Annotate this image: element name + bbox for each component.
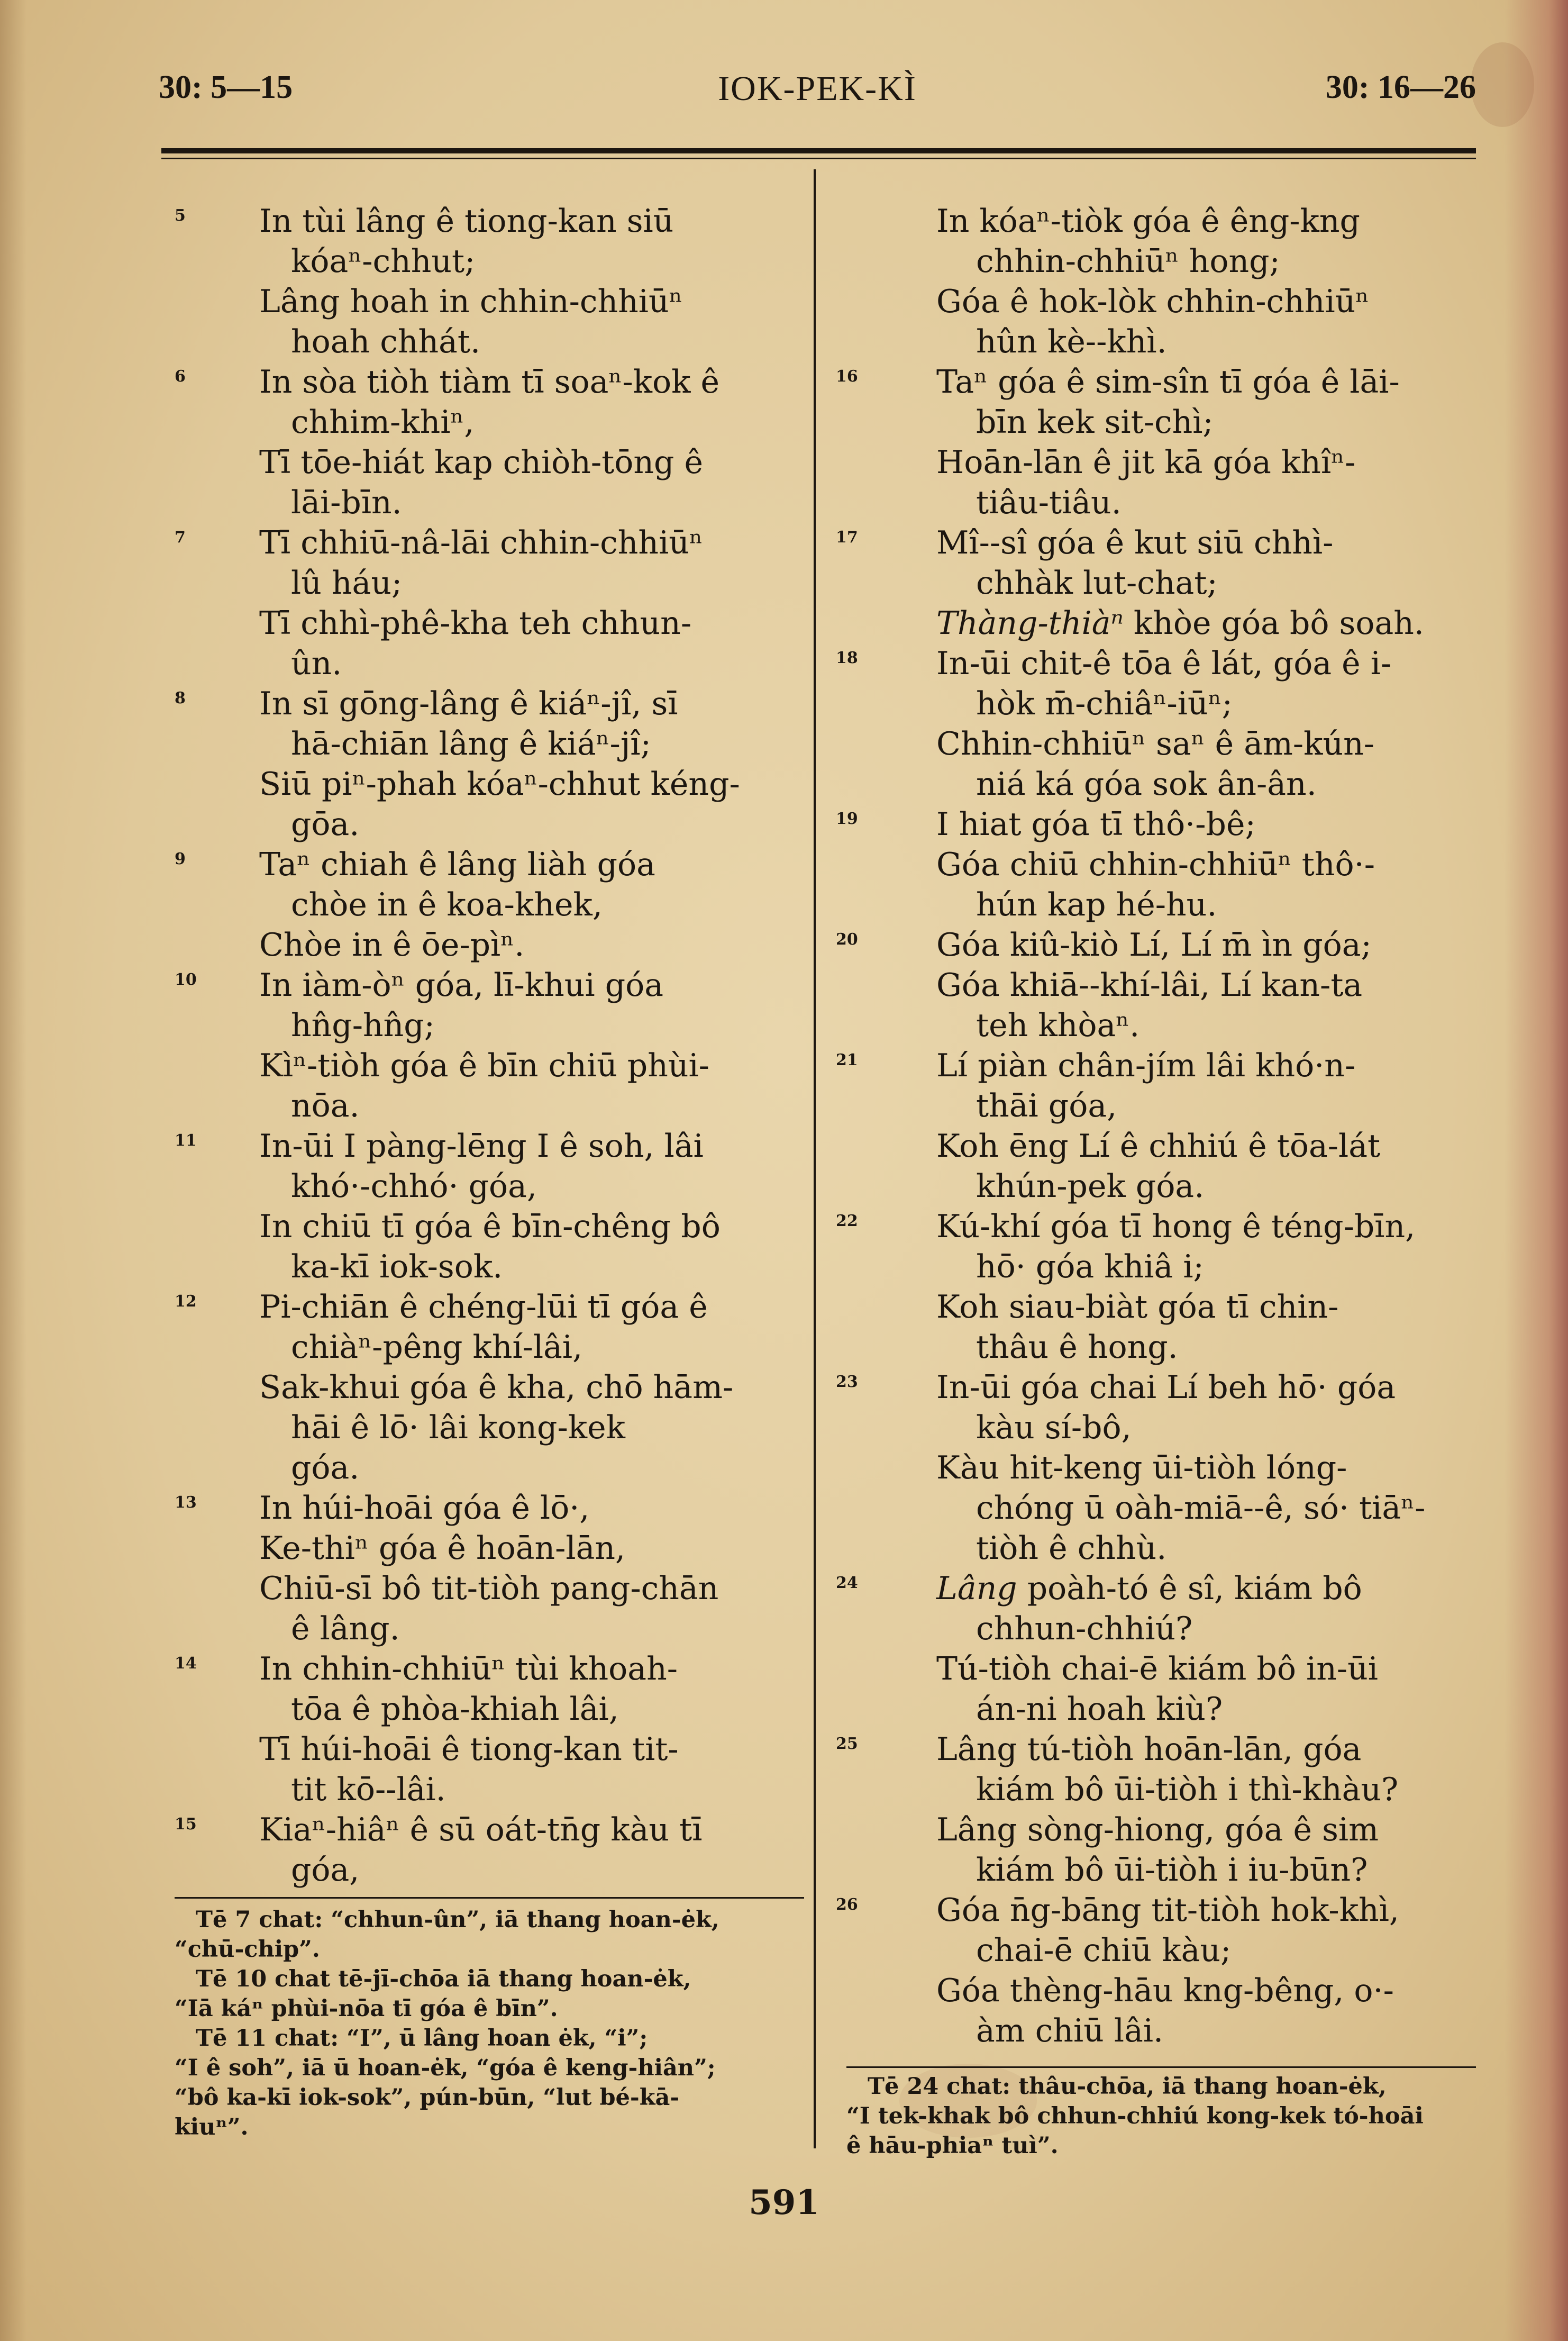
header-rule-thin — [161, 158, 1476, 159]
verse-line: Góa khiā--khí-lâi, Lí kan-ta — [936, 967, 1363, 1004]
verse-line: In chiū tī góa ê bīn-chêng bô — [259, 1208, 721, 1245]
verse-line: Mî--sî góa ê kut siū chhì- — [936, 524, 1334, 561]
verse-line: Koh ēng Lí ê chhiú ê tōa-lát — [936, 1128, 1381, 1165]
verse-line: Kìⁿ-tiòh góa ê bīn chiū phùi- — [259, 1047, 709, 1084]
verse — [836, 804, 1481, 925]
verse-line: án-ni hoah kiù? — [976, 1691, 1223, 1728]
verse-line: góa. — [291, 1449, 360, 1486]
verse-line: hāi ê lō· lâi kong-kek — [291, 1409, 625, 1446]
verse-number: 19 — [836, 810, 858, 828]
verse-line: Lâng poàh-tó ê sî, kiám bô — [936, 1570, 1362, 1607]
page-edge-right — [1505, 0, 1568, 2341]
footnote-line: Tē 24 chat: thâu-chōa, iā thang hoan-ėk, — [868, 2073, 1387, 2100]
verse — [836, 1206, 1481, 1367]
verse-line: Pi-chiān ê chéng-lūi tī góa ê — [259, 1289, 708, 1326]
verse — [175, 1287, 804, 1488]
verse-number: 6 — [175, 367, 186, 386]
verse-line: hûn kè--khì. — [976, 323, 1167, 360]
verse-line: hō· góa khiâ i; — [976, 1248, 1204, 1285]
verse-line: Lí piàn chân-jím lâi khó·n- — [936, 1047, 1356, 1084]
verse-line: Koh siau-biàt góa tī chin- — [936, 1289, 1339, 1326]
verse-line: chhun-chhiú? — [976, 1610, 1193, 1647]
verse-line: nōa. — [291, 1087, 360, 1124]
verse-line: ê lâng. — [291, 1610, 400, 1647]
footnote-line: Tē 11 chat: “I”, ū lâng hoan ėk, “i”; — [196, 2025, 648, 2052]
column-divider — [814, 169, 816, 2148]
left-column — [175, 201, 804, 1890]
verse-line: hn̂g-hn̂g; — [291, 1007, 435, 1044]
verse-number: 8 — [175, 689, 186, 707]
verse-line: Sak-khui góa ê kha, chō hām- — [259, 1369, 734, 1406]
footnote-line: kiuⁿ”. — [175, 2114, 249, 2140]
paper-stain — [1471, 42, 1534, 127]
verse — [175, 201, 804, 362]
verse — [175, 684, 804, 845]
verse-line: Góa chiū chhin-chhiūⁿ thô·- — [936, 846, 1375, 883]
verse-line: khún-pek góa. — [976, 1168, 1205, 1205]
footnote-line: Tē 10 chat tē-jī-chōa iā thang hoan-ėk, — [196, 1966, 691, 1992]
verse-line: Kú-khí góa tī hong ê téng-bīn, — [936, 1208, 1416, 1245]
verse-number: 7 — [175, 528, 186, 547]
page-number: 591 — [749, 2183, 819, 2222]
verse-line: Tī chhì-phê-kha teh chhun- — [259, 605, 692, 642]
verse — [836, 1568, 1481, 1729]
verse-line: Chòe in ê ōe-pìⁿ. — [259, 927, 525, 964]
verse-line: Lâng hoah in chhin-chhiūⁿ — [259, 283, 683, 320]
verse — [175, 965, 804, 1126]
verse-line: Góa n̄g-bāng tit-tiòh hok-khì, — [936, 1892, 1399, 1929]
verse-line: Thàng-thiàⁿ khòe góa bô soah. — [936, 605, 1424, 642]
right-column — [836, 201, 1481, 2051]
verse-line: tit kō--lâi. — [291, 1771, 446, 1808]
header-left-range: 30: 5—15 — [159, 69, 293, 105]
verse-line: In sòa tiòh tiàm tī soaⁿ-kok ê — [259, 364, 720, 401]
verse-number: 5 — [175, 206, 186, 225]
verse-line: chhim-khiⁿ, — [291, 404, 475, 441]
verse — [175, 523, 804, 684]
right-notes-rule — [846, 2066, 1476, 2068]
verse-line: Kiaⁿ-hiâⁿ ê sū oát-tn̄g kàu tī — [259, 1811, 703, 1848]
verse-line: lû háu; — [291, 565, 403, 602]
verse-line: kiám bô ūi-tiòh i iu-būn? — [976, 1852, 1368, 1889]
verse — [175, 1810, 804, 1890]
verse-line: Góa ê hok-lòk chhin-chhiūⁿ — [936, 283, 1370, 320]
verse-line: kóaⁿ-chhut; — [291, 243, 476, 280]
verse-number: 24 — [836, 1574, 858, 1592]
verse-line: hoah chhát. — [291, 323, 481, 360]
verse-number: 20 — [836, 930, 858, 949]
verse-line: Siū piⁿ-phah kóaⁿ-chhut kéng- — [259, 766, 740, 803]
verse-line: Lâng sòng-hiong, góa ê sim — [936, 1811, 1379, 1848]
verse-line: In kóaⁿ-tiòk góa ê êng-kng — [936, 203, 1360, 240]
verse-line: gōa. — [291, 806, 360, 843]
verse-line: Chiū-sī bô tit-tiòh pang-chān — [259, 1570, 719, 1607]
verse-line: In sī gōng-lâng ê kiáⁿ-jî, sī — [259, 685, 678, 722]
verse-line: thāi góa, — [976, 1087, 1117, 1124]
verse-line: khó·-chhó· góa, — [291, 1168, 537, 1205]
verse-line: hún kap hé-hu. — [976, 886, 1217, 923]
verse-number: 10 — [175, 970, 197, 989]
verse-line: Hoān-lān ê jit kā góa khîⁿ- — [936, 444, 1356, 481]
footnote-line: “I tek-khak bô chhun-chhiú kong-kek tó-hoāi — [846, 2103, 1424, 2129]
verse-line: Taⁿ góa ê sim-sîn tī góa ê lāi- — [936, 364, 1400, 401]
verse-line: ka-kī iok-sok. — [291, 1248, 503, 1285]
right-footnotes — [846, 2072, 1424, 2161]
verse-number: 26 — [836, 1895, 858, 1914]
verse — [175, 1649, 804, 1810]
header-right-range: 30: 16—26 — [1325, 69, 1476, 105]
running-header — [159, 63, 1476, 122]
verse-line: Chhin-chhiūⁿ saⁿ ê ām-kún- — [936, 725, 1375, 763]
verse-line: In-ūi chit-ê tōa ê lát, góa ê i- — [936, 645, 1392, 682]
verse — [836, 523, 1481, 643]
verse-line: In tùi lâng ê tiong-kan siū — [259, 203, 674, 240]
verse-number: 16 — [836, 367, 858, 386]
verse-line: chiàⁿ-pêng khí-lâi, — [291, 1329, 583, 1366]
verse — [175, 1126, 804, 1287]
verse-line: teh khòaⁿ. — [976, 1007, 1140, 1044]
verse-line: niá ká góa sok ân-ân. — [976, 766, 1317, 803]
verse-line: kiám bô ūi-tiòh i thì-khàu? — [976, 1771, 1399, 1808]
verse-line: Góa thèng-hāu kng-bêng, o·- — [936, 1972, 1394, 2009]
verse-line: In-ūi I pàng-lēng I ê soh, lâi — [259, 1128, 704, 1165]
verse-number: 18 — [836, 649, 858, 667]
verse — [836, 201, 1481, 362]
verse — [836, 925, 1481, 1046]
book-title: IOK-PEK-KÌ — [718, 69, 917, 108]
verse-line: In-ūi góa chai Lí beh hō· góa — [936, 1369, 1396, 1406]
footnote-line: “bô ka-kī iok-sok”, pún-būn, “lut bé-kā- — [175, 2084, 680, 2111]
page-edge-left — [0, 0, 26, 2341]
verse — [836, 362, 1481, 523]
verse-line: Góa kiû-kiò Lí, Lí m̄ ìn góa; — [936, 927, 1372, 964]
footnote-line: ê hāu-phiaⁿ tuì”. — [846, 2133, 1059, 2159]
verse-line: Tī tōe-hiát kap chiòh-tōng ê — [259, 444, 704, 481]
verse-line: hòk m̄-chiâⁿ-iūⁿ; — [976, 685, 1233, 722]
verse-line: bīn kek sit-chì; — [976, 404, 1214, 441]
verse-line: lāi-bīn. — [291, 484, 402, 521]
verse-number: 12 — [175, 1292, 197, 1311]
verse — [836, 643, 1481, 804]
verse-number: 9 — [175, 850, 186, 868]
verse-line: Lâng tú-tiòh hoān-lān, góa — [936, 1731, 1362, 1768]
footnote-line: “chū-chip”. — [175, 1936, 320, 1963]
verse-number: 21 — [836, 1051, 858, 1069]
left-notes-rule — [175, 1897, 804, 1899]
verse-line: In húi-hoāi góa ê lō·, — [259, 1490, 590, 1527]
verse-line: tiâu-tiâu. — [976, 484, 1122, 521]
verse-number: 22 — [836, 1212, 858, 1230]
footnote-line: “I ê soh”, iā ū hoan-ėk, “góa ê keng-hiân”; — [175, 2055, 716, 2081]
verse — [175, 1488, 804, 1649]
verse — [836, 1046, 1481, 1206]
verse-number: 17 — [836, 528, 858, 547]
verse-line: kàu sí-bô, — [976, 1409, 1132, 1446]
verse-line: chòe in ê koa-khek, — [291, 886, 603, 923]
verse-line: In iàm-òⁿ góa, lī-khui góa — [259, 967, 664, 1004]
verse-number: 25 — [836, 1735, 858, 1753]
verse — [836, 1890, 1481, 2051]
verse-line: thâu ê hong. — [976, 1329, 1178, 1366]
verse-number: 15 — [175, 1815, 197, 1834]
verse — [836, 1367, 1481, 1568]
verse-line: chhin-chhiūⁿ hong; — [976, 243, 1280, 280]
verse — [175, 362, 804, 523]
footnote-line: “Iā káⁿ phùi-nōa tī góa ê bīn”. — [175, 1995, 558, 2022]
verse-line: góa, — [291, 1852, 360, 1889]
verse-number: 13 — [175, 1493, 197, 1512]
verse-number: 11 — [175, 1131, 197, 1150]
verse-line: hā-chiān lâng ê kiáⁿ-jî; — [291, 725, 651, 763]
verse-line: tōa ê phòa-khiah lâi, — [291, 1691, 619, 1728]
verse-line: Taⁿ chiah ê lâng liàh góa — [259, 846, 655, 883]
verse-line: àm chiū lâi. — [976, 2012, 1164, 2049]
header-rule — [161, 148, 1476, 153]
verse — [175, 845, 804, 965]
verse-line: tiòh ê chhù. — [976, 1530, 1167, 1567]
verse-line: Tú-tiòh chai-ē kiám bô in-ūi — [936, 1650, 1378, 1687]
verse-line: Ke-thiⁿ góa ê hoān-lān, — [259, 1530, 626, 1567]
verse-line: I hiat góa tī thô·-bê; — [936, 806, 1256, 843]
verse-number: 14 — [175, 1654, 197, 1673]
verse-number: 23 — [836, 1373, 858, 1391]
verse-line: ûn. — [291, 645, 342, 682]
verse-line: chai-ē chiū kàu; — [976, 1932, 1232, 1969]
left-footnotes — [175, 1905, 719, 2142]
verse-line: Tī chhiū-nâ-lāi chhin-chhiūⁿ — [259, 524, 703, 561]
verse-line: In chhin-chhiūⁿ tùi khoah- — [259, 1650, 678, 1687]
verse — [836, 1729, 1481, 1890]
verse-line: Tī húi-hoāi ê tiong-kan tit- — [259, 1731, 679, 1768]
verse-line: chhàk lut-chat; — [976, 565, 1218, 602]
verse-line: chóng ū oàh-miā--ê, só· tiāⁿ- — [976, 1490, 1426, 1527]
footnote-line: Tē 7 chat: “chhun-ûn”, iā thang hoan-ėk, — [196, 1907, 719, 1933]
verse-line: Kàu hit-keng ūi-tiòh lóng- — [936, 1449, 1347, 1486]
